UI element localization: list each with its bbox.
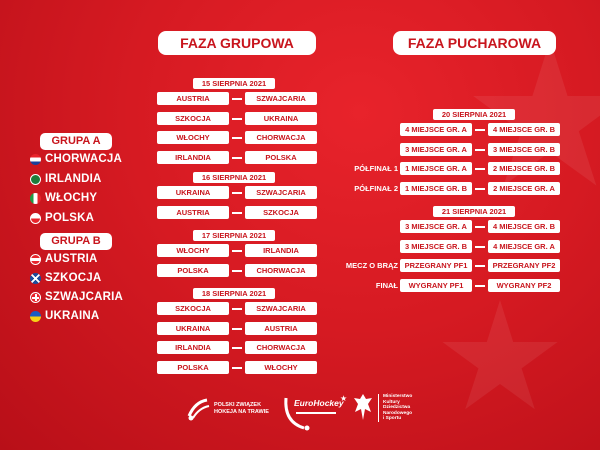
poland-flag-icon (30, 213, 41, 224)
ireland-flag-icon (30, 174, 41, 185)
team-home: 3 MIEJSCE GR. A (400, 143, 472, 156)
team-away: CHORWACJA (245, 264, 317, 277)
team-home: IRLANDIA (157, 341, 229, 354)
versus-dash (475, 149, 485, 151)
group-a-team: WŁOCHY (30, 190, 97, 206)
match-date: 20 SIERPNIA 2021 (433, 109, 515, 120)
group-a-team: POLSKA (30, 210, 94, 226)
versus-dash (232, 212, 242, 214)
team-home: SZKOCJA (157, 112, 229, 125)
team-away: CHORWACJA (245, 341, 317, 354)
group-b-title: GRUPA B (40, 233, 112, 250)
team-away: SZWAJCARIA (245, 302, 317, 315)
italy-flag-icon (30, 193, 41, 204)
team-home: AUSTRIA (157, 92, 229, 105)
versus-dash (475, 246, 485, 248)
versus-dash (475, 168, 485, 170)
team-home: UKRAINA (157, 186, 229, 199)
ukraine-flag-icon (30, 311, 41, 322)
match-round-label: PÓŁFINAŁ 1 (354, 164, 398, 173)
team-away: UKRAINA (245, 112, 317, 125)
team-away: SZWAJCARIA (245, 92, 317, 105)
team-away: SZWAJCARIA (245, 186, 317, 199)
team-away: 2 MIEJSCE GR. A (488, 182, 560, 195)
team-away: 4 MIEJSCE GR. B (488, 123, 560, 136)
team-away: SZKOCJA (245, 206, 317, 219)
versus-dash (475, 285, 485, 287)
team-home: IRLANDIA (157, 151, 229, 164)
match-date: 21 SIERPNIA 2021 (433, 206, 515, 217)
team-away: IRLANDIA (245, 244, 317, 257)
group-b-team: UKRAINA (30, 308, 99, 324)
versus-dash (475, 188, 485, 190)
versus-dash (232, 328, 242, 330)
austria-flag-icon (30, 254, 41, 265)
team-home: 1 MIEJSCE GR. A (400, 162, 472, 175)
versus-dash (232, 367, 242, 369)
group-b-team: SZWAJCARIA (30, 289, 123, 305)
match-date: 18 SIERPNIA 2021 (193, 288, 275, 299)
team-home: PRZEGRANY PF1 (400, 259, 472, 272)
versus-dash (475, 265, 485, 267)
eagle-emblem-icon (352, 392, 374, 424)
croatia-flag-icon (30, 154, 41, 165)
versus-dash (475, 226, 485, 228)
versus-dash (475, 129, 485, 131)
match-date: 15 SIERPNIA 2021 (193, 78, 275, 89)
team-home: WYGRANY PF1 (400, 279, 472, 292)
group-a-team: IRLANDIA (30, 171, 102, 187)
team-home: 3 MIEJSCE GR. A (400, 220, 472, 233)
star-icon: ★ (340, 394, 348, 403)
team-away: 4 MIEJSCE GR. B (488, 220, 560, 233)
team-home: POLSKA (157, 264, 229, 277)
versus-dash (232, 270, 242, 272)
versus-dash (232, 250, 242, 252)
versus-dash (232, 192, 242, 194)
versus-dash (232, 118, 242, 120)
group-a-title: GRUPA A (40, 133, 112, 150)
team-home: UKRAINA (157, 322, 229, 335)
group-b-team: SZKOCJA (30, 270, 101, 286)
pzht-emblem-icon (185, 396, 211, 422)
pzht-logo: POLSKI ZWIĄZEK HOKEJA NA TRAWIE (185, 396, 269, 422)
switzerland-flag-icon (30, 292, 41, 303)
team-away: WŁOCHY (245, 361, 317, 374)
match-round-label: MECZ O BRĄZ (345, 261, 398, 270)
team-home: SZKOCJA (157, 302, 229, 315)
versus-dash (232, 157, 242, 159)
team-away: 4 MIEJSCE GR. A (488, 240, 560, 253)
scotland-flag-icon (30, 273, 41, 284)
match-round-label: FINAŁ (375, 280, 398, 290)
knockout-stage-title: FAZA PUCHAROWA (393, 31, 556, 55)
team-home: AUSTRIA (157, 206, 229, 219)
versus-dash (232, 308, 242, 310)
eurohockey-logo: EuroHockey ★ (280, 392, 342, 432)
group-a-team: CHORWACJA (30, 151, 122, 167)
group-stage-title: FAZA GRUPOWA (158, 31, 316, 55)
team-away: POLSKA (245, 151, 317, 164)
versus-dash (232, 98, 242, 100)
team-away: WYGRANY PF2 (488, 279, 560, 292)
team-away: 2 MIEJSCE GR. B (488, 162, 560, 175)
team-away: PRZEGRANY PF2 (488, 259, 560, 272)
team-home: WŁOCHY (157, 244, 229, 257)
match-date: 16 SIERPNIA 2021 (193, 172, 275, 183)
team-home: 3 MIEJSCE GR. B (400, 240, 472, 253)
ministry-logo: Ministerstwo Kultury Dziedzictwa Narodowego i Sportu (352, 392, 412, 424)
team-home: POLSKA (157, 361, 229, 374)
team-home: 4 MIEJSCE GR. A (400, 123, 472, 136)
match-date: 17 SIERPNIA 2021 (193, 230, 275, 241)
versus-dash (232, 137, 242, 139)
team-away: 3 MIEJSCE GR. B (488, 143, 560, 156)
team-away: AUSTRIA (245, 322, 317, 335)
decor-star-bottom (440, 300, 560, 420)
team-home: WŁOCHY (157, 131, 229, 144)
match-round-label: PÓŁFINAŁ 2 (354, 183, 398, 193)
decor-star-top (470, 40, 600, 200)
team-away: CHORWACJA (245, 131, 317, 144)
group-b-team: AUSTRIA (30, 251, 98, 267)
versus-dash (232, 347, 242, 349)
team-home: 1 MIEJSCE GR. B (400, 182, 472, 195)
